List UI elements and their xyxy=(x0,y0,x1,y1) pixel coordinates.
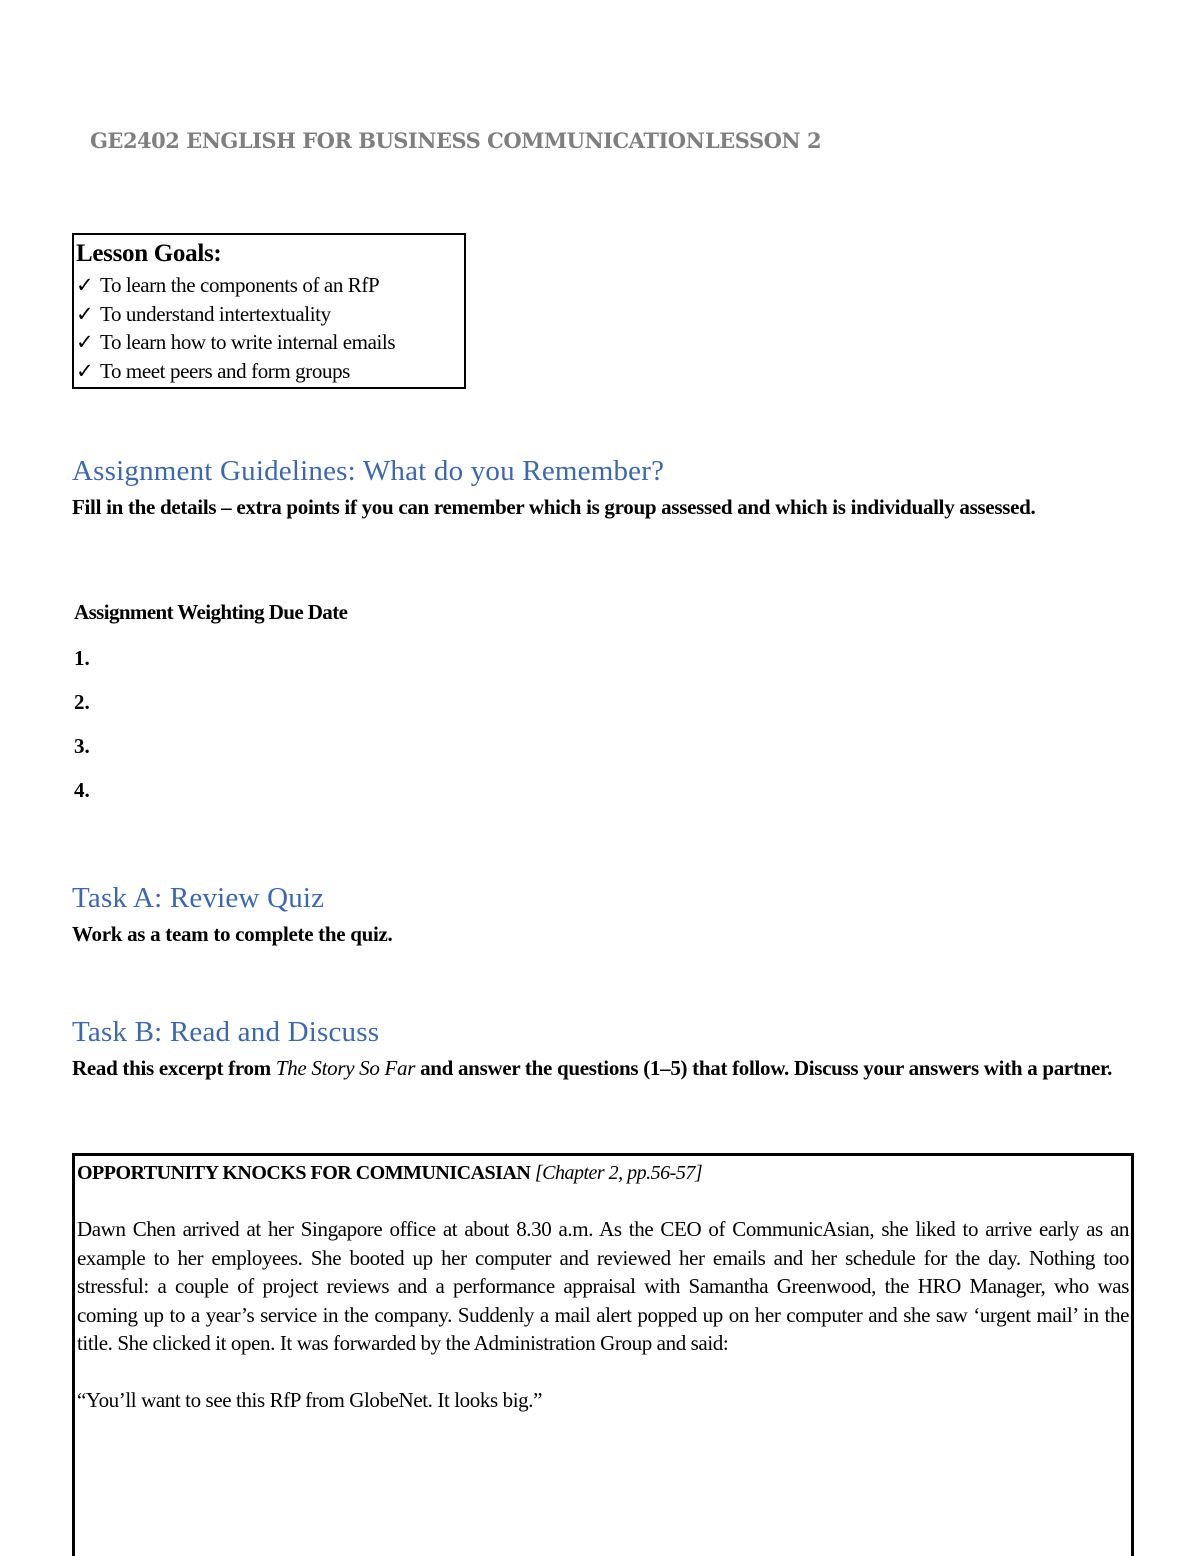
checkmark-icon: ✓ xyxy=(76,301,94,326)
checkmark-icon: ✓ xyxy=(76,330,94,354)
instruction-text: Read this excerpt from xyxy=(72,1056,276,1080)
assignment-number: 2. xyxy=(74,690,90,714)
checkmark-icon: ✓ xyxy=(76,273,94,297)
course-title: GE2402 ENGLISH FOR BUSINESS COMMUNICATION xyxy=(90,128,705,153)
assignment-number: 3. xyxy=(74,734,90,758)
goal-text: To learn the components of an RfP xyxy=(100,273,380,297)
lesson-goals-title: Lesson Goals: xyxy=(76,240,222,267)
excerpt-paragraph: Dawn Chen arrived at her Singapore office at about 8.30 a.m. As the CEO of CommunicAsian, she liked to arrive early as an example to her employees. She booted up her computer and reviewed her emails and her schedule for the day. Nothing too stressful: a couple of project reviews and a performance appraisal with Samantha Greenwood, the HRO Manager, who was coming up to a year’s service in the company. Suddenly a mail alert popped up on her computer and she saw ‘urgent mail’ in the title. She clicked it open. It was forwarded by the Administration Group and said: xyxy=(77,1217,1129,1356)
excerpt-quote: “You’ll want to see this RfP from GlobeNet. It looks big.” xyxy=(77,1387,543,1412)
goal-item xyxy=(76,328,464,357)
goal-text: To learn how to write internal emails xyxy=(100,330,396,354)
lesson-number: LESSON 2 xyxy=(705,128,822,153)
goal-text: To meet peers and form groups xyxy=(100,358,350,383)
checkmark-icon: ✓ xyxy=(76,358,94,383)
assignment-number: 1. xyxy=(74,646,90,670)
assignment-guidelines-heading: Assignment Guidelines: What do you Remember? xyxy=(72,455,665,487)
excerpt-title: OPPORTUNITY KNOCKS FOR COMMUNICASIAN xyxy=(77,1162,531,1184)
task-a-instruction: Work as a team to complete the quiz. xyxy=(72,922,393,946)
task-b-instruction xyxy=(72,1054,1126,1083)
task-a-heading: Task A: Review Quiz xyxy=(72,882,325,914)
goal-item xyxy=(76,357,464,386)
book-title: The Story So Far xyxy=(275,1056,416,1080)
task-b-heading: Task B: Read and Discuss xyxy=(72,1016,380,1048)
excerpt-box xyxy=(72,1153,1134,1556)
goal-text: To understand intertextuality xyxy=(100,301,331,326)
goal-item xyxy=(76,300,464,329)
excerpt-title-line xyxy=(77,1158,1129,1188)
assignment-instruction: Fill in the details – extra points if you can remember which is group assessed and which is individually assessed. xyxy=(72,495,1036,519)
goal-item xyxy=(76,271,464,300)
excerpt-reference: [Chapter 2, pp.56-57] xyxy=(534,1162,703,1184)
assignment-number: 4. xyxy=(74,778,90,802)
assignment-table-header: Assignment Weighting Due Date xyxy=(74,600,348,624)
instruction-text: and answer the questions (1–5) that follow. Discuss your answers with a partner. xyxy=(415,1056,1113,1080)
lesson-goals-box xyxy=(72,233,466,389)
